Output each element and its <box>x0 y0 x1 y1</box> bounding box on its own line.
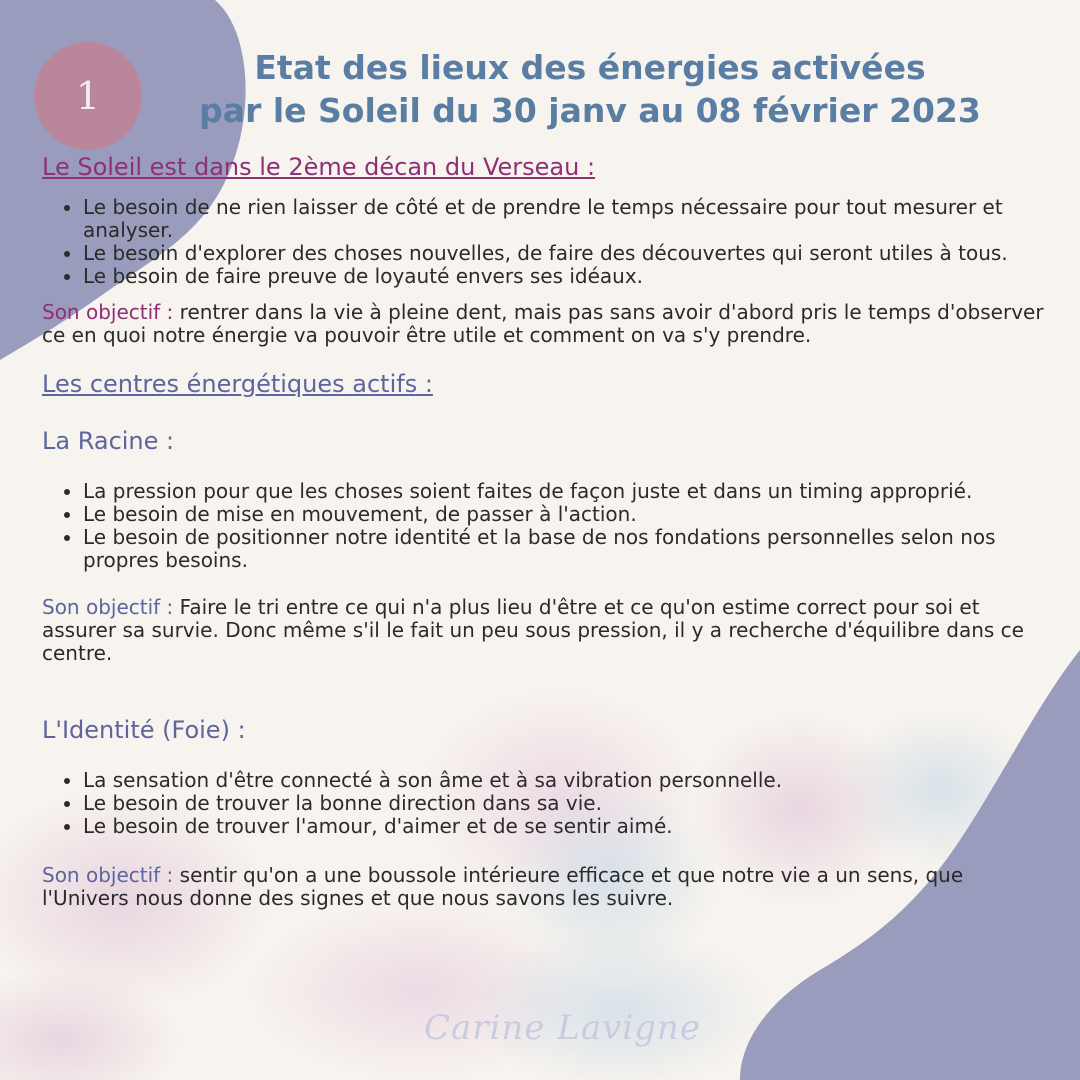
racine-list <box>42 480 1052 572</box>
page-title <box>150 46 1030 132</box>
list-item: • Le besoin de faire preuve de loyauté envers ses idéaux. <box>83 265 1052 288</box>
identite-list <box>42 769 1052 838</box>
title-line-2: par le Soleil du 30 janv au 08 février 2023 <box>199 91 981 130</box>
list-item: • Le besoin de trouver l'amour, d'aimer et de se sentir aimé. <box>83 815 1052 838</box>
centers-heading: Les centres énergétiques actifs : <box>42 370 433 398</box>
list-item: • La sensation d'être connecté à son âme et à sa vibration personnelle. <box>83 769 1052 792</box>
title-line-1: Etat des lieux des énergies activées <box>254 48 926 87</box>
objective-label: Son objectif : <box>42 300 174 324</box>
racine-objective <box>42 596 1052 665</box>
author-signature: Carine Lavigne <box>424 1008 701 1048</box>
objective-label: Son objectif : <box>42 863 174 887</box>
page-number-badge <box>34 42 142 150</box>
objective-text: sentir qu'on a une boussole intérieure efficace et que notre vie a un sens, que l'Univers nous donne des signes et que nous savons les suivre. <box>42 863 964 910</box>
main-content <box>42 152 1052 910</box>
objective-label: Son objectif : <box>42 595 174 619</box>
list-item: • Le besoin de positionner notre identité et la base de nos fondations personnelles selon nos propres besoins. <box>83 526 1052 572</box>
page-number: 1 <box>75 74 101 118</box>
list-item: • Le besoin de ne rien laisser de côté et de prendre le temps nécessaire pour tout mesurer et analyser. <box>83 196 1052 242</box>
list-item: • Le besoin de mise en mouvement, de passer à l'action. <box>83 503 1052 526</box>
identite-heading: L'Identité (Foie) : <box>42 716 246 744</box>
racine-heading: La Racine : <box>42 427 175 455</box>
list-item: • La pression pour que les choses soient faites de façon juste et dans un timing approprié. <box>83 480 1052 503</box>
decan-list <box>42 196 1052 288</box>
list-item: • Le besoin d'explorer des choses nouvelles, de faire des découvertes qui seront utiles à tous. <box>83 242 1052 265</box>
objective-text: rentrer dans la vie à pleine dent, mais pas sans avoir d'abord pris le temps d'observer ce en quoi notre énergie va pouvoir être utile et comment on va s'y prendre. <box>42 300 1044 347</box>
list-item: • Le besoin de trouver la bonne direction dans sa vie. <box>83 792 1052 815</box>
decan-heading: Le Soleil est dans le 2ème décan du Verseau : <box>42 153 596 181</box>
identite-objective <box>42 864 1052 910</box>
decan-objective <box>42 301 1052 347</box>
objective-text: Faire le tri entre ce qui n'a plus lieu d'être et ce qu'on estime correct pour soi et assurer sa survie. Donc même s'il le fait un peu sous pression, il y a recherche d'équilibre dans ce centre. <box>42 595 1024 665</box>
